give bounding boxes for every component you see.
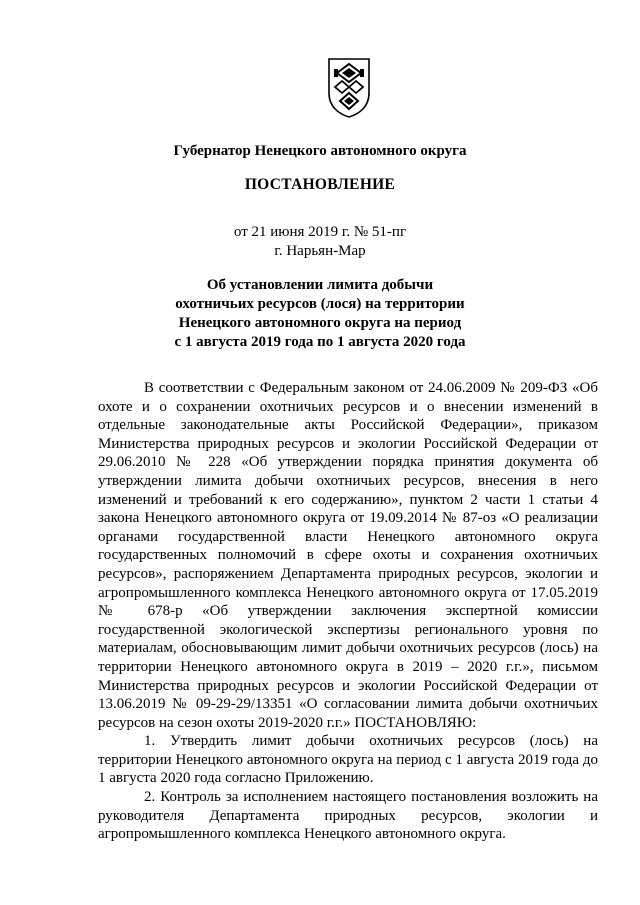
coat-of-arms-icon xyxy=(325,57,373,119)
title-line: с 1 августа 2019 года по 1 августа 2020 года xyxy=(174,334,466,350)
title-line: Об установлении лимита добычи xyxy=(206,277,434,293)
clause-2-paragraph: 2. Контроль за исполнением настоящего постановления возложить на руководителя Департамента природных ресурсов, экологии и агропромышленного комплекса Ненецкого автономного округа. xyxy=(98,789,598,843)
document-type: ПОСТАНОВЛЕНИЕ xyxy=(244,176,396,193)
governor-title: Губернатор Ненецкого автономного округа xyxy=(173,143,467,159)
date-number: от 21 июня 2019 г. № 51-пг xyxy=(233,224,407,240)
document-body xyxy=(98,379,598,844)
title-line: Ненецкого автономного округа на период xyxy=(178,315,462,331)
clause-1-paragraph: 1. Утвердить лимит добычи охотничьих ресурсов (лось) на территории Ненецкого автономного округа на период с 1 августа 2019 года до 1 августа 2020 года согласно Приложению. xyxy=(98,733,598,787)
document-title xyxy=(0,276,640,352)
title-line: охотничьих ресурсов (лося) на территории xyxy=(175,296,465,312)
city: г. Нарьян-Мар xyxy=(274,243,366,259)
preamble-paragraph: В соответствии с Федеральным законом от 24.06.2009 № 209-ФЗ «Об охоте и о сохранении охотничьих ресурсов и о внесении изменений в отдельные законодательные акты Российской Федерации», приказом Министерства природных ресурсов и экологии Российской Федерации от 29.06.2010 № 228 «Об утверждении порядка принятия документа об утверждении лимита добычи охотничьих ресурсов, внесения в него изменений и требований к его содержанию», пунктом 2 части 1 статьи 4 закона Ненецкого автономного округа от 19.09.2014 № 87-оз «О реализации органами государственной власти Ненецкого автономного округа государственных полномочий в сфере охоты и сохранения охотничьих ресурсов», распоряжением Департамента природных ресурсов, экологии и агропромышленного комплекса Ненецкого автономного округа от 17.05.2019 № 678-р «Об утверждении заключения экспертной комиссии государственной экологической экспертизы регионального уровня по материалам, обосновывающим лимит добычи охотничьих ресурсов (лось) на территории Ненецкого автономного округа в 2019 – 2020 г.г.», письмом Министерства природных ресурсов и экологии Российской Федерации от 13.06.2019 № 09-29-29/13351 «О согласовании лимита добычи охотничьих ресурсов на сезон охоты 2019-2020 г.г.» ПОСТАНОВЛЯЮ: xyxy=(98,380,598,731)
